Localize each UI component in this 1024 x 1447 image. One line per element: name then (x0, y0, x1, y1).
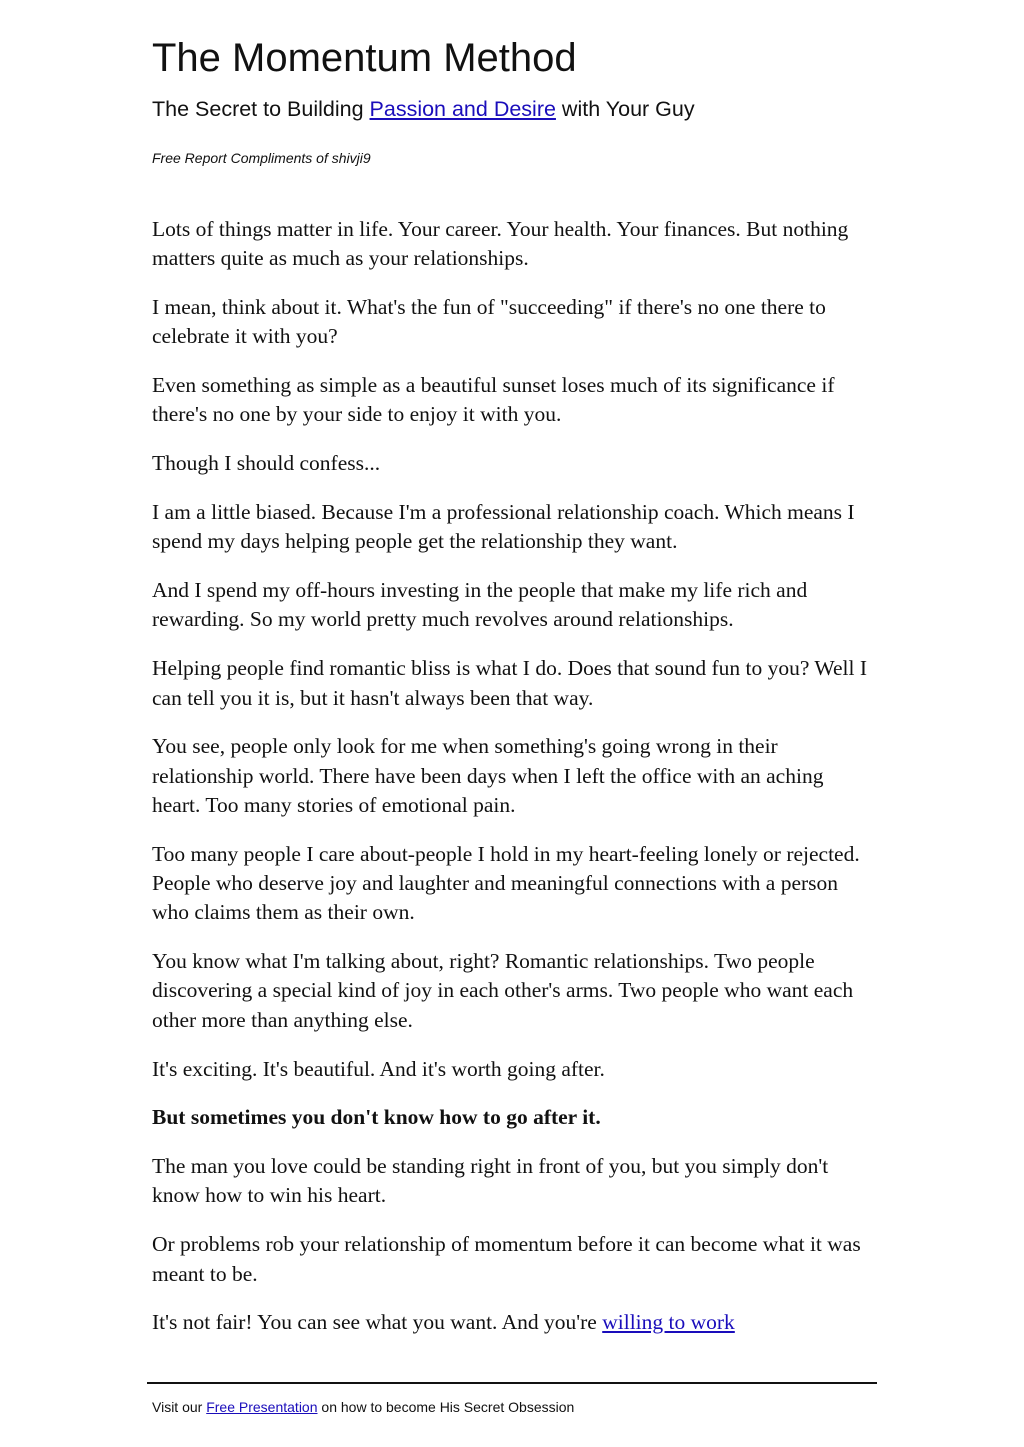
subtitle-text-before: The Secret to Building (152, 97, 370, 121)
body-paragraph: Too many people I care about-people I hold in my heart-feeling lonely or rejected. People who deserve joy and laughter and meaningful connections with a person who claims them as their own. (152, 841, 860, 925)
body-paragraph: Though I should confess... (152, 451, 381, 476)
body-paragraph: Or problems rob your relationship of momentum before it can become what it was meant to be. (152, 1232, 861, 1286)
bold-paragraph: But sometimes you don't know how to go after it. (152, 1105, 601, 1130)
footer-divider (147, 1382, 877, 1384)
body-paragraph: You see, people only look for me when something's going wrong in their relationship world. There have been days when I left the office with an aching heart. Too many stories of emotional pain. (152, 734, 824, 817)
body-paragraph: You know what I'm talking about, right? Romantic relationships. Two people discovering a special kind of joy in each other's arms. Two people who want each other more than anything else. (152, 949, 854, 1032)
passion-and-desire-link[interactable]: Passion and Desire (369, 97, 556, 121)
body-paragraph: And I spend my off-hours investing in the people that make my life rich and rewarding. So my world pretty much revolves around relationships. (152, 578, 808, 632)
body-paragraph: Even something as simple as a beautiful sunset loses much of its significance if there's no one by your side to enjoy it with you. (152, 373, 835, 427)
willing-to-work-link[interactable]: willing to work (602, 1310, 735, 1335)
report-credit: Free Report Compliments of shivji9 (152, 150, 371, 166)
body-paragraph: I mean, think about it. What's the fun of "succeeding" if there's no one there to celebrate it with you? (152, 295, 826, 349)
page-title: The Momentum Method (152, 36, 577, 80)
last-paragraph (152, 1308, 877, 1337)
page-footer (152, 1398, 574, 1416)
page-subtitle (152, 95, 695, 123)
footer-text-before: Visit our (152, 1399, 207, 1415)
free-presentation-link[interactable]: Free Presentation (206, 1399, 318, 1415)
report-body (152, 215, 877, 1357)
body-paragraph: Helping people find romantic bliss is what I do. Does that sound fun to you? Well I can tell you it is, but it hasn't always been that way. (152, 656, 868, 710)
body-paragraph: Lots of things matter in life. Your career. Your health. Your finances. But nothing matters quite as much as your relationships. (152, 217, 849, 271)
subtitle-text-after: with Your Guy (555, 97, 695, 121)
footer-text-after: on how to become His Secret Obsession (317, 1399, 575, 1415)
last-paragraph-text: It's not fair! You can see what you want. And you're (152, 1310, 603, 1335)
body-paragraph: I am a little biased. Because I'm a professional relationship coach. Which means I spend my days helping people get the relationship they want. (152, 500, 855, 554)
body-paragraph: It's exciting. It's beautiful. And it's worth going after. (152, 1056, 605, 1081)
body-paragraph: The man you love could be standing right in front of you, but you simply don't know how to win his heart. (152, 1154, 829, 1208)
